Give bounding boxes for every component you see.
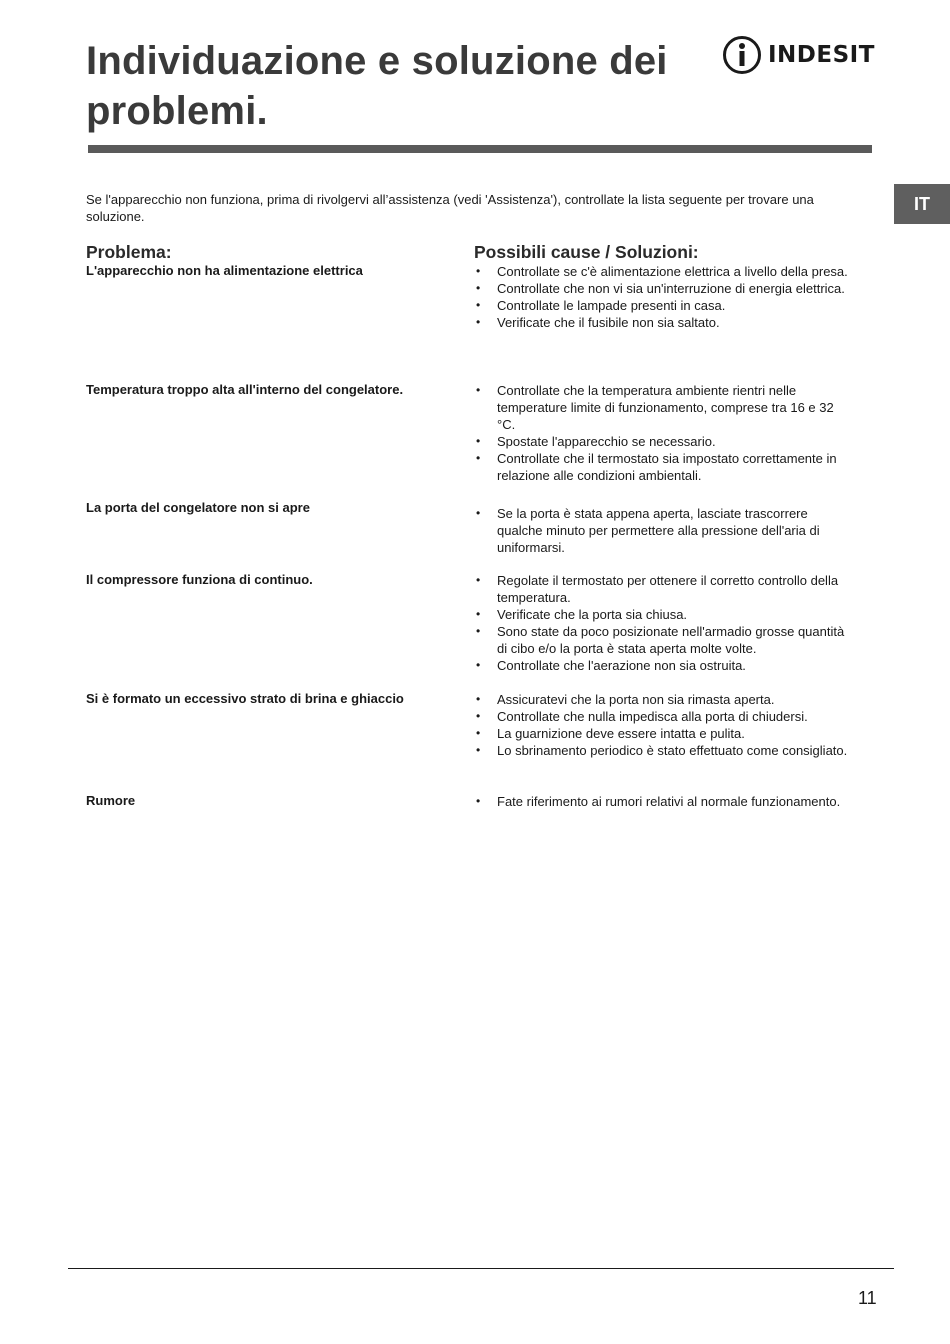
solutions-noise — [474, 793, 854, 810]
solution-item: • Controllate le lampade presenti in casa. — [474, 297, 854, 314]
page-title: Individuazione e soluzione dei problemi. — [86, 39, 668, 133]
solutions-compressor — [474, 572, 854, 674]
solutions-door — [474, 505, 854, 556]
page-number: 11 — [858, 1288, 877, 1308]
problem-noise: Rumore — [86, 793, 136, 808]
solution-item: • Controllate che il termostato sia impostato correttamente in relazione alle condizioni ambientali. — [474, 450, 854, 484]
solution-item: • Controllate se c'è alimentazione elettrica a livello della presa. — [474, 263, 854, 280]
problem-temperature: Temperatura troppo alta all'interno del congelatore. — [86, 382, 404, 397]
solutions-frost — [474, 691, 854, 759]
indesit-logo-icon — [722, 35, 762, 75]
problem-door: La porta del congelatore non si apre — [86, 500, 310, 515]
solution-item: • Controllate che la temperatura ambiente rientri nelle temperature limite di funzionamento, comprese tra 16 e 32 °C. — [474, 382, 854, 433]
language-tab: IT — [894, 184, 950, 224]
problem-frost: Si è formato un eccessivo strato di brina e ghiaccio — [86, 691, 404, 706]
solution-item: • Verificate che il fusibile non sia saltato. — [474, 314, 854, 331]
solution-item: • Controllate che nulla impedisca alla porta di chiudersi. — [474, 708, 854, 725]
footer-divider — [68, 1268, 894, 1269]
solution-item: • Controllate che non vi sia un'interruzione di energia elettrica. — [474, 280, 854, 297]
title-divider — [88, 145, 872, 153]
solution-item: • Controllate che l'aerazione non sia ostruita. — [474, 657, 854, 674]
solution-item: • La guarnizione deve essere intatta e pulita. — [474, 725, 854, 742]
solution-item: • Lo sbrinamento periodico è stato effettuato come consigliato. — [474, 742, 854, 759]
solution-item: • Assicuratevi che la porta non sia rimasta aperta. — [474, 691, 854, 708]
solution-item: • Sono state da poco posizionate nell'armadio grosse quantità di cibo e/o la porta è stata aperta molte volte. — [474, 623, 854, 657]
solution-item: • Fate riferimento ai rumori relativi al normale funzionamento. — [474, 793, 854, 810]
solution-item: • Regolate il termostato per ottenere il corretto controllo della temperatura. — [474, 572, 854, 606]
problem-heading: Problema: — [86, 242, 172, 262]
solution-item: • Spostate l'apparecchio se necessario. — [474, 433, 854, 450]
solutions-temperature — [474, 382, 854, 484]
problem-compressor: Il compressore funziona di continuo. — [86, 572, 313, 587]
solution-item: • Se la porta è stata appena aperta, lasciate trascorrere qualche minuto per permettere alla pressione dell'aria di uniformarsi. — [474, 505, 854, 556]
solutions-power — [474, 263, 854, 331]
solutions-heading: Possibili cause / Soluzioni: — [474, 242, 699, 262]
brand-logo — [722, 34, 882, 76]
brand-name: INDESIT — [768, 42, 875, 68]
problem-power: L'apparecchio non ha alimentazione elettrica — [86, 263, 363, 278]
solution-item: • Verificate che la porta sia chiusa. — [474, 606, 854, 623]
intro-text: Se l'apparecchio non funziona, prima di rivolgervi all’assistenza (vedi 'Assistenza'), controllate la lista seguente per trovare una soluzione. — [86, 192, 814, 224]
